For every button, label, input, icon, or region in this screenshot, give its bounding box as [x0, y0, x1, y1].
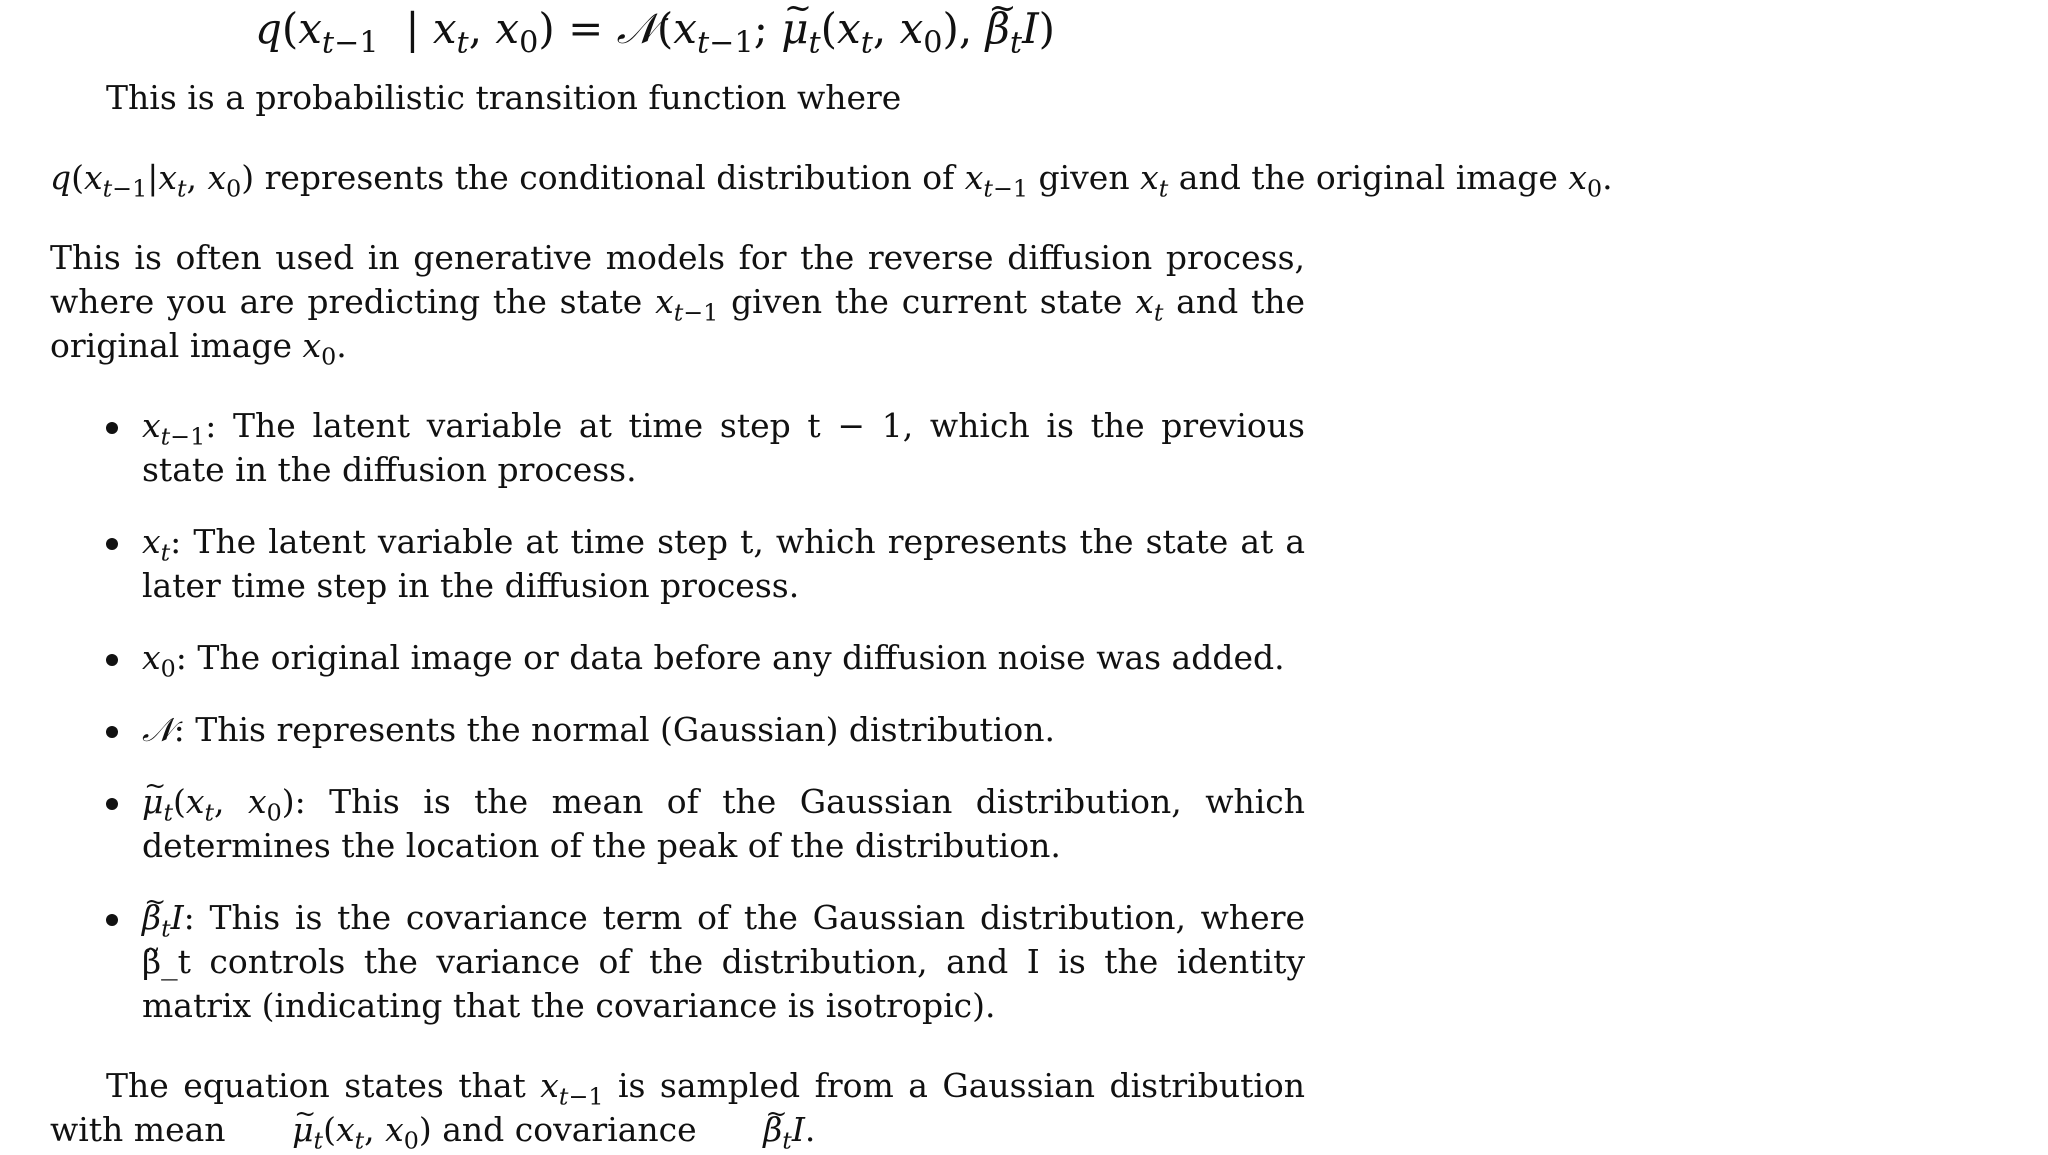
bullet-symbol: $x_t$ [142, 522, 171, 567]
bullet-text: : This represents the normal (Gaussian) distribution. [173, 710, 1055, 749]
list-item [0, 636, 1305, 683]
list-item [0, 404, 1305, 492]
bullet-text: : The latent variable at time step t − 1, which is the previous state in the diffusion process. [142, 406, 1305, 489]
bullet-icon [106, 422, 118, 434]
bullet-symbol: ~ $\beta_tI$ [142, 898, 184, 937]
definition-text: $q(x_{t-1}|x_t$, $x_0$) represents the conditional distribution of $x_{t-1}$ given $x_t$ and the original image $x_0$. [50, 158, 1613, 203]
list-item [0, 520, 1305, 608]
main-equation: $q(x_{t-1}$ | $x_t$, $x_0$) = $𝒩(x_{t-1}$; ~ $\mu_t(x_t$, $x_0$), ~ $\beta_tI$) [0, 0, 1310, 58]
bullet-symbol: $x_0$ [142, 638, 176, 683]
bullet-symbol: $x_{t-1}$ [142, 406, 206, 451]
definition-part-c: and the original image [1178, 158, 1558, 197]
bullet-icon [106, 798, 118, 810]
usage-part-b: given the current state [731, 282, 1123, 321]
symbol-list [0, 404, 1310, 1056]
closing-part-a: The equation states that [106, 1066, 526, 1105]
list-item [0, 708, 1305, 752]
definition-part-a: represents the conditional distribution of [264, 158, 955, 197]
closing-part-b: is sampled from a Gaussian distribution with mean [50, 1066, 1306, 1149]
bullet-symbol: ~ $\mu_t(x_t$, $x_0$) [142, 782, 295, 821]
bullet-text: : This is the covariance term of the Gaussian distribution, where β̃_t controls the variance of the distribution, and I is the identity matrix (indicating that the covariance is isotropic). [142, 898, 1305, 1025]
closing-part-c: and covariance [442, 1110, 697, 1149]
bullet-icon [106, 726, 118, 738]
list-item [0, 896, 1305, 1028]
intro-text: This is a probabilistic transition function where [106, 78, 902, 117]
bullet-text: : This is the mean of the Gaussian distribution, which determines the location of the peak of the distribution. [142, 782, 1305, 865]
list-item [0, 780, 1305, 868]
bullet-icon [106, 538, 118, 550]
bullet-icon [106, 914, 118, 926]
closing-paragraph: The equation states that $x_{t-1}$ is sampled from a Gaussian distribution with mean ~ $\mu_t(x_t$, $x_0$) and covariance ~ $\beta_tI$. [50, 1064, 1305, 1152]
definition-part-b: given [1038, 158, 1130, 197]
usage-paragraph: This is often used in generative models for the reverse diffusion process, where you are predicting the state $x_{t-1}$ given the current state $x_t$ and the original image $x_0$. [50, 238, 1306, 371]
bullet-text: : The original image or data before any diffusion noise was added. [175, 638, 1285, 677]
usage-part-a: This is often used in generative models for the reverse diffusion process, where you are predicting the state [50, 238, 1305, 321]
bullet-symbol: 𝒩 [142, 710, 174, 749]
usage-part-c: and the original image [50, 282, 1306, 365]
bullet-icon [106, 654, 118, 666]
bullet-text: : The latent variable at time step t, which represents the state at a later time step in the diffusion process. [142, 522, 1305, 605]
